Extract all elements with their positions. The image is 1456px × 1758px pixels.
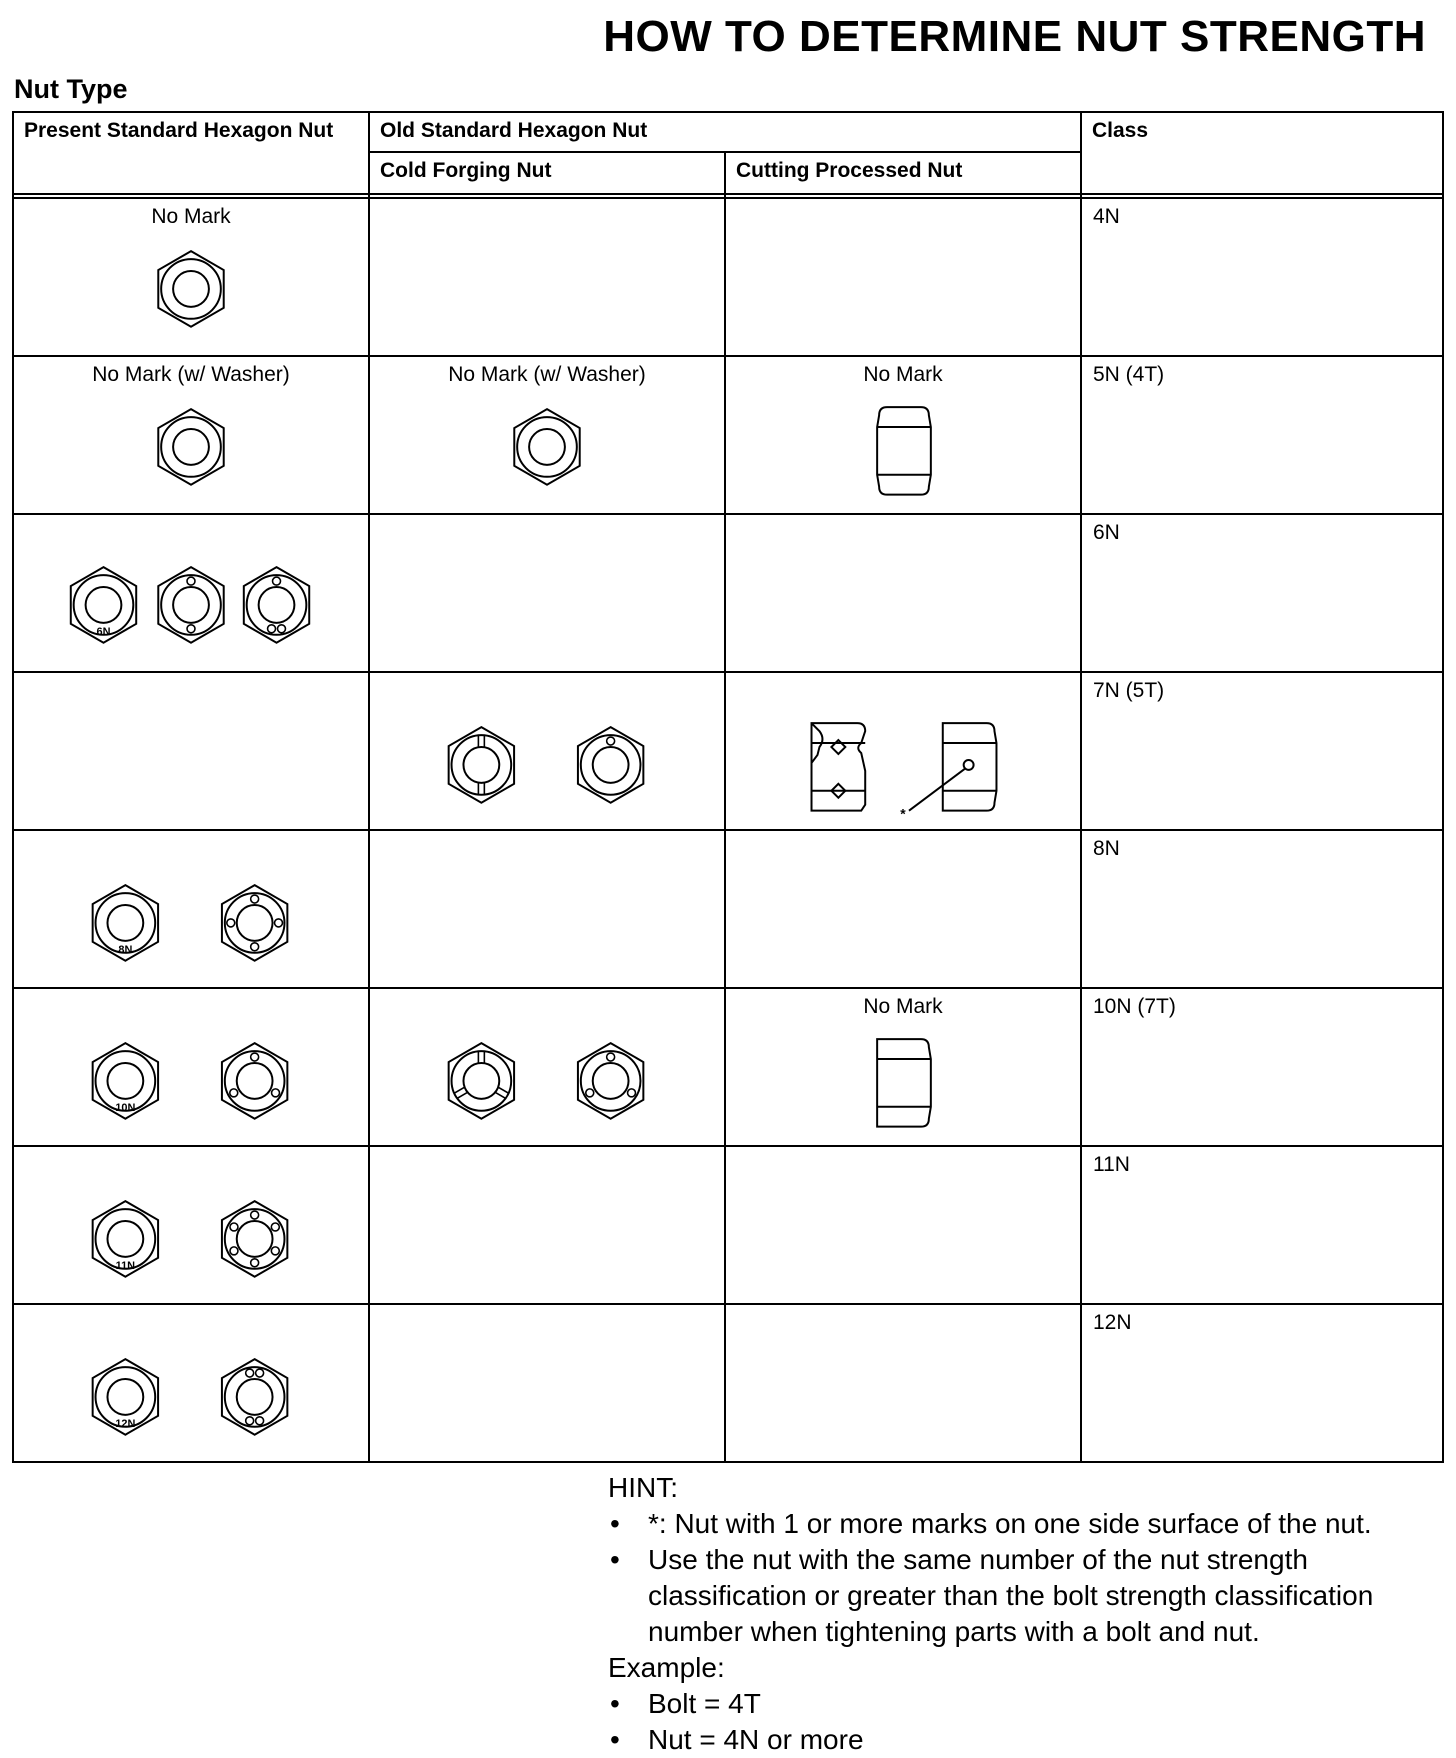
nut-side-diagram (726, 357, 1080, 513)
hex-nut-icon (158, 567, 223, 643)
nut-stamp-label: 8N (118, 943, 133, 956)
table-row (13, 198, 1443, 356)
present-cell (13, 988, 369, 1146)
cold-caption: No Mark (w/ Washer) (448, 363, 646, 386)
present-cell (13, 1146, 369, 1304)
side-mark-asterisk: * (900, 805, 906, 822)
hex-nut-icon (222, 1043, 287, 1119)
cutting-cell (725, 672, 1081, 830)
cutting-cell (725, 988, 1081, 1146)
cutting-cell (725, 1304, 1081, 1462)
present-cell (13, 830, 369, 988)
table-row (13, 672, 1443, 830)
class-cell (1081, 198, 1443, 356)
nut-diagram (14, 831, 368, 987)
class-value: 6N (1093, 521, 1120, 544)
class-value: 8N (1093, 837, 1120, 860)
nut-side-diagram (726, 989, 1080, 1145)
present-cell (13, 1304, 369, 1462)
class-value: 5N (4T) (1093, 363, 1165, 386)
cutting-cell (725, 514, 1081, 672)
table-row (13, 1304, 1443, 1462)
nut-stamp-label: 11N (115, 1259, 136, 1272)
cold-forging-cell (369, 1146, 725, 1304)
present-cell (13, 672, 369, 830)
nut-diagram (14, 357, 368, 513)
hint-bullet: • *: Nut with 1 or more marks on one side surface of the nut. (608, 1506, 1448, 1542)
nut-diagram (14, 1305, 368, 1461)
nut-diagram (14, 989, 368, 1145)
cutting-cell (725, 356, 1081, 514)
present-cell (13, 198, 369, 356)
hex-nut-icon (449, 727, 514, 803)
section-subtitle: Nut Type (14, 74, 128, 104)
nut-diagram (14, 1147, 368, 1303)
class-cell (1081, 830, 1443, 988)
hex-nut-icon (449, 1043, 514, 1119)
hint-block (608, 1470, 1448, 1758)
class-value: 4N (1093, 205, 1120, 228)
cold-forging-cell (369, 672, 725, 830)
nut-stamp-label: 6N (96, 625, 111, 638)
table-row (13, 830, 1443, 988)
cutting-cell (725, 1146, 1081, 1304)
nut-diagram (370, 357, 724, 513)
page-title: HOW TO DETERMINE NUT STRENGTH (603, 12, 1426, 61)
class-value: 11N (1093, 1153, 1130, 1176)
example-item: • Nut = 4N or more (608, 1722, 1448, 1758)
example-item: • Bolt = 4T (608, 1686, 1448, 1722)
cutting-cell (725, 198, 1081, 356)
header-present-standard: Present Standard Hexagon Nut (13, 112, 369, 194)
hex-nut-icon (578, 1043, 643, 1119)
class-value: 7N (5T) (1093, 679, 1165, 702)
hex-nut-icon (222, 1359, 287, 1435)
table-row (13, 1146, 1443, 1304)
present-caption: No Mark (151, 205, 231, 228)
nut-diagram (370, 673, 724, 829)
nut-stamp-label: 12N (115, 1417, 136, 1430)
nut-diagram (14, 515, 368, 671)
class-cell (1081, 672, 1443, 830)
hex-nut-icon (244, 567, 309, 643)
present-cell (13, 514, 369, 672)
cold-forging-cell (369, 830, 725, 988)
cutting-cell (725, 830, 1081, 988)
class-cell (1081, 514, 1443, 672)
hex-nut-icon (158, 251, 223, 327)
class-cell (1081, 988, 1443, 1146)
nut-strength-table (12, 111, 1444, 1463)
cold-forging-cell (369, 356, 725, 514)
example-heading: Example: (608, 1652, 725, 1683)
header-cold-forging: Cold Forging Nut (369, 152, 725, 194)
hex-nut-icon (514, 409, 579, 485)
class-cell (1081, 356, 1443, 514)
nut-stamp-label: 10N (115, 1101, 136, 1114)
cold-forging-cell (369, 988, 725, 1146)
present-cell (13, 356, 369, 514)
hex-nut-icon (222, 1201, 287, 1277)
cutting-caption: No Mark (863, 363, 943, 386)
hex-nut-icon (222, 885, 287, 961)
hint-heading: HINT: (608, 1472, 678, 1503)
header-cutting-processed: Cutting Processed Nut (725, 152, 1081, 194)
nut-side-diagram (726, 673, 1080, 829)
table-row (13, 514, 1443, 672)
cold-forging-cell (369, 514, 725, 672)
nut-diagram (370, 989, 724, 1145)
nut-diagram (14, 199, 368, 355)
table-row (13, 356, 1443, 514)
cold-forging-cell (369, 198, 725, 356)
hint-bullet: • Use the nut with the same number of the nut strength classification or greater than the bolt strength classification number when tightening parts with a bolt and nut. (608, 1542, 1448, 1650)
class-cell (1081, 1304, 1443, 1462)
cutting-caption: No Mark (863, 995, 943, 1018)
table-row (13, 988, 1443, 1146)
class-value: 10N (7T) (1093, 995, 1176, 1018)
cold-forging-cell (369, 1304, 725, 1462)
header-class: Class (1081, 112, 1443, 194)
hex-nut-icon (158, 409, 223, 485)
header-old-standard: Old Standard Hexagon Nut (369, 112, 1081, 152)
class-value: 12N (1093, 1311, 1132, 1334)
hex-nut-icon (578, 727, 643, 803)
class-cell (1081, 1146, 1443, 1304)
present-caption: No Mark (w/ Washer) (92, 363, 290, 386)
